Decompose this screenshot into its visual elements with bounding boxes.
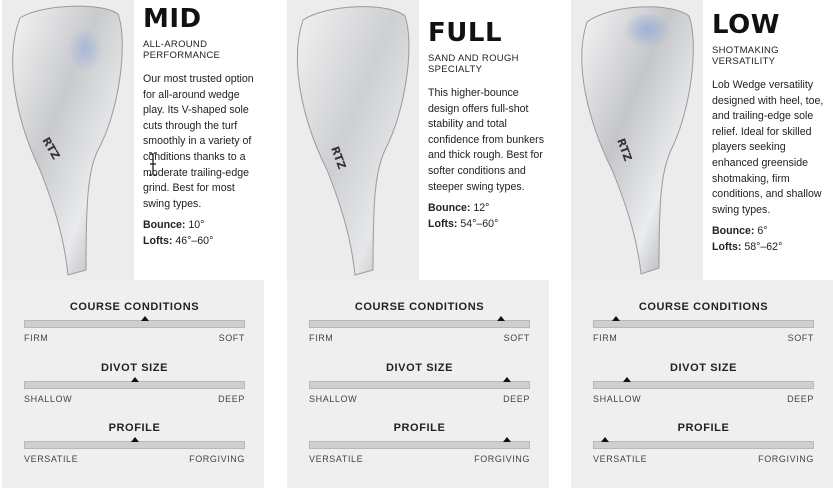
meter-marker <box>503 377 511 382</box>
meter-right-label: FORGIVING <box>758 454 814 464</box>
meter-left-label: SHALLOW <box>24 394 73 404</box>
wedge-image <box>571 0 703 280</box>
meter-title: COURSE CONDITIONS <box>354 301 485 313</box>
meter-title: DIVOT SIZE <box>385 362 454 374</box>
bounce-label: Bounce: <box>712 225 755 238</box>
meter-track <box>593 320 814 328</box>
meter-right-label: DEEP <box>503 394 530 404</box>
wedge-card-full <box>287 0 549 488</box>
meter-title: DIVOT SIZE <box>100 362 169 374</box>
card-title: FULL <box>428 18 503 48</box>
meter-title: PROFILE <box>108 422 161 434</box>
meter-title: PROFILE <box>393 422 446 434</box>
meter-track <box>593 441 814 449</box>
meter-left-label: SHALLOW <box>309 394 358 404</box>
meter-right-label: FORGIVING <box>189 454 245 464</box>
meter-marker <box>623 377 631 382</box>
meter-right-label: DEEP <box>787 394 814 404</box>
meter-track <box>24 320 245 328</box>
card-subtitle: SAND AND ROUGH SPECIALTY <box>428 53 519 75</box>
meter-track <box>593 381 814 389</box>
card-subtitle: SHOTMAKING VERSATILITY <box>712 45 779 67</box>
meter-track <box>24 441 245 449</box>
meter-left-label: FIRM <box>593 333 618 343</box>
card-text <box>428 0 549 232</box>
card-top <box>2 0 264 280</box>
bounce-label: Bounce: <box>428 202 471 215</box>
card-meters <box>571 280 833 488</box>
wedge-card-low <box>571 0 833 488</box>
bounce-value: 12° <box>473 202 490 215</box>
meter-divot-size <box>309 361 530 404</box>
lofts-label: Lofts: <box>143 234 173 247</box>
meter-left-label: VERSATILE <box>309 454 364 464</box>
card-title: MID <box>143 4 202 34</box>
card-description: Our most trusted option for all-around wedge play. Its V-shaped sole cuts through the turf smoothly in a variety of conditions thanks to a moderate trailing-edge grind. Best for most swing types. <box>143 73 254 210</box>
meter-title: COURSE CONDITIONS <box>638 301 769 313</box>
lofts-label: Lofts: <box>428 217 458 230</box>
meter-track <box>24 381 245 389</box>
lofts-spec <box>428 217 549 233</box>
club-brand-text: RTZ <box>39 135 63 162</box>
meter-course-conditions <box>593 300 814 343</box>
meter-right-label: SOFT <box>503 333 530 343</box>
bounce-value: 6° <box>757 225 768 238</box>
card-top <box>287 0 549 280</box>
meter-left-label: FIRM <box>309 333 334 343</box>
lofts-value: 54°–60° <box>460 217 499 230</box>
meter-marker <box>131 437 139 442</box>
wedge-card-mid <box>2 0 264 488</box>
meter-track <box>309 381 530 389</box>
meter-right-label: SOFT <box>787 333 814 343</box>
meter-divot-size <box>593 361 814 404</box>
meter-right-label: SOFT <box>218 333 245 343</box>
meter-marker <box>141 316 149 321</box>
meter-left-label: VERSATILE <box>593 454 648 464</box>
meter-profile <box>593 421 814 464</box>
card-description: This higher-bounce design offers full-shot stability and total confidence from bunkers and thick rough. Best for softer conditions and steeper swing types. <box>428 87 545 193</box>
meter-left-label: VERSATILE <box>24 454 79 464</box>
card-title: LOW <box>712 10 780 40</box>
card-top <box>571 0 833 280</box>
meter-profile <box>309 421 530 464</box>
meter-track <box>309 441 530 449</box>
bounce-spec <box>428 201 549 217</box>
meter-course-conditions <box>24 300 245 343</box>
meter-title: DIVOT SIZE <box>669 362 738 374</box>
bounce-value: 10° <box>188 219 205 232</box>
bounce-spec <box>712 224 833 240</box>
meter-marker <box>497 316 505 321</box>
bounce-spec <box>143 218 264 234</box>
card-subtitle: ALL-AROUND PERFORMANCE <box>143 39 221 61</box>
meter-marker <box>601 437 609 442</box>
meter-track <box>309 320 530 328</box>
club-brand-text: RTZ <box>614 136 635 164</box>
meter-title: COURSE CONDITIONS <box>69 301 200 313</box>
card-description: Lob Wedge versatility designed with heel, toe, and trailing-edge sole relief. Ideal for skilled players seeking enhanced greenside shotmaking, firm conditions, and shallow swing types. <box>712 79 824 216</box>
club-brand-text: RTZ <box>328 144 349 172</box>
meter-right-label: FORGIVING <box>474 454 530 464</box>
meter-profile <box>24 421 245 464</box>
card-text <box>143 0 264 250</box>
meter-marker <box>131 377 139 382</box>
card-meters <box>2 280 264 488</box>
meter-course-conditions <box>309 300 530 343</box>
meter-left-label: SHALLOW <box>593 394 642 404</box>
meter-right-label: DEEP <box>218 394 245 404</box>
bounce-label: Bounce: <box>143 219 186 232</box>
wedge-image <box>2 0 134 280</box>
text-cursor-icon <box>148 152 158 176</box>
meter-marker <box>612 316 620 321</box>
lofts-spec <box>143 234 264 250</box>
meter-left-label: FIRM <box>24 333 49 343</box>
wedge-image <box>287 0 419 280</box>
meter-divot-size <box>24 361 245 404</box>
card-meters <box>287 280 549 488</box>
lofts-spec <box>712 240 833 256</box>
lofts-value: 46°–60° <box>175 234 214 247</box>
meter-title: PROFILE <box>677 422 730 434</box>
lofts-label: Lofts: <box>712 240 742 253</box>
card-text <box>712 0 833 256</box>
meter-marker <box>503 437 511 442</box>
lofts-value: 58°–62° <box>744 240 783 253</box>
